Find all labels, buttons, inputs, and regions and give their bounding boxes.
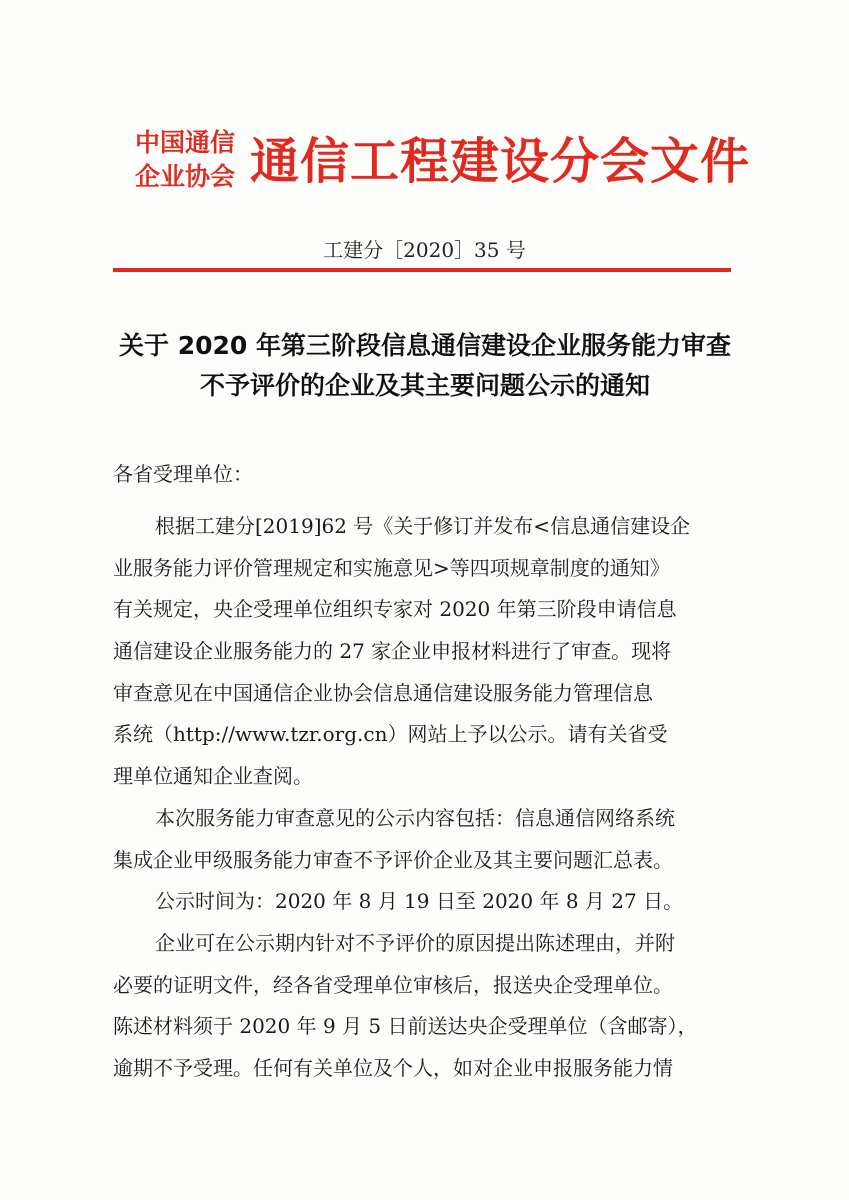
body-line: 企业可在公示期内针对不予评价的原因提出陈述理由，并附 [155,930,675,955]
issuer-line-2: 企业协会 [135,162,236,191]
body-line: 业服务能力评价管理规定和实施意见>等四项规章制度的通知》 [113,555,670,580]
body-line: 公示时间为：2020 年 8 月 19 日至 2020 年 8 月 27 日。 [155,889,684,914]
body-line: 有关规定，央企受理单位组织专家对 2020 年第三阶段申请信息 [113,597,677,622]
body-line: 理单位通知企业查阅。 [113,764,313,789]
issuer-line-1: 中国通信 [135,128,236,157]
notice-title-line-2: 不予评价的企业及其主要问题公示的通知 [199,371,650,400]
notice-title-line-1: 关于 2020 年第三阶段信息通信建设企业服务能力审查 [119,331,731,360]
body-line: 根据工建分[2019]62 号《关于修订并发布<信息通信建设企 [155,514,691,538]
body-line: 逾期不予受理。任何有关单位及个人，如对企业申报服务能力情 [113,1055,673,1080]
issuer-organization [135,126,245,194]
body-line: 本次服务能力审查意见的公示内容包括：信息通信网络系统 [155,805,675,830]
header-divider [113,268,731,272]
notice-title [60,326,790,406]
body-line: 陈述材料须于 2020 年 9 月 5 日前送达央企受理单位（含邮寄）， [113,1014,698,1039]
salutation: 各省受理单位： [113,462,253,486]
body-line: 集成企业甲级服务能力审查不予评价企业及其主要问题汇总表。 [113,847,673,872]
body-line: 审查意见在中国通信企业协会信息通信建设服务能力管理信息 [113,680,653,705]
body-line: 必要的证明文件，经各省受理单位审核后，报送央企受理单位。 [113,972,673,997]
body-line: 系统（http://www.tzr.org.cn）网站上予以公示。请有关省受 [113,722,668,747]
body-line: 通信建设企业服务能力的 27 家企业申报材料进行了审查。现将 [113,639,672,664]
notice-body [113,506,753,1090]
document-number: 工建分［2020］35 号 [323,238,526,262]
document-header-title: 通信工程建设分会文件 [250,132,751,190]
